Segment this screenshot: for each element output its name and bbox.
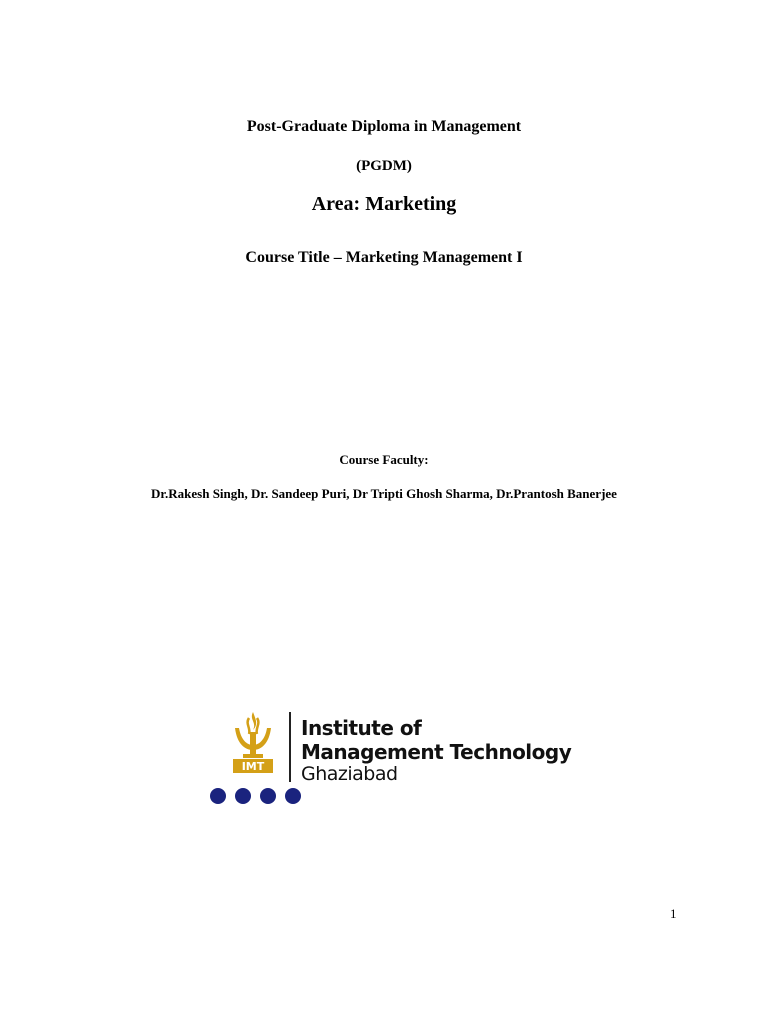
institute-logo (207, 708, 572, 808)
faculty-list: Dr.Rakesh Singh, Dr. Sandeep Puri, Dr Tripti Ghosh Sharma, Dr.Prantosh Banerjee (151, 486, 617, 501)
logo-dot (285, 788, 301, 804)
logo-dot (235, 788, 251, 804)
logo-dot (210, 788, 226, 804)
faculty-heading: Course Faculty: (339, 452, 429, 467)
logo-dots (210, 788, 306, 806)
program-name: Post-Graduate Diploma in Management (246, 118, 522, 135)
emblem-text: IMT (241, 760, 265, 773)
logo-dot (260, 788, 276, 804)
program-abbreviation: (PGDM) (356, 158, 412, 174)
page-number: 1 (670, 906, 677, 921)
torch-emblem-icon (229, 710, 277, 774)
logo-line-2: Management Technology (301, 740, 572, 764)
area-heading: Area: Marketing (311, 193, 457, 215)
logo-line-3: Ghaziabad (301, 763, 398, 785)
logo-line-1: Institute of (301, 716, 422, 740)
logo-divider (289, 712, 291, 782)
course-title: Course Title – Marketing Management I (245, 249, 523, 266)
